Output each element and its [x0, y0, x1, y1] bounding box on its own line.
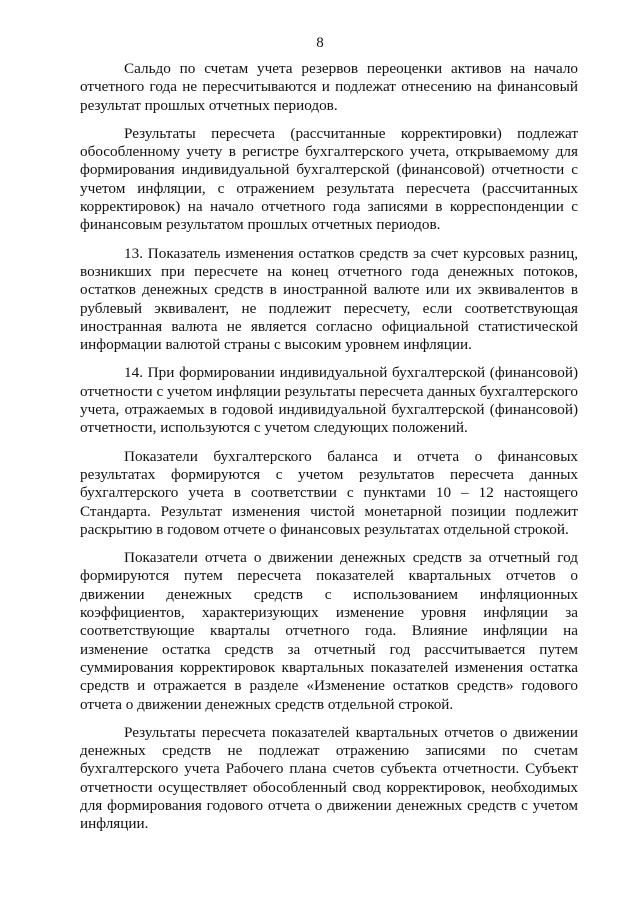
paragraph-recalculation-results: Результаты пересчета (рассчитанные корректировки) подлежат обособленному учету в регистре бухгалтерского учета, открываемому для формирования индивидуальной бухгалтерской (финансовой) отчетности с учетом инфляции, с отражением результата пересчета (рассчитанных корректировок) на начало отчетного года записями в корреспонденции с финансовым результатом прошлых отчетных периодов. [80, 124, 578, 234]
paragraph-revaluation-reserves: Сальдо по счетам учета резервов переоценки активов на начало отчетного года не пересчитываются и подлежат отнесению на финансовый результат прошлых отчетных периодов. [80, 60, 578, 114]
paragraph-quarterly-results: Результаты пересчета показателей квартальных отчетов о движении денежных средств не подлежат отражению записями по счетам бухгалтерского учета Рабочего плана счетов субъекта отчетности. Субъект отчетности осуществляет обособленный свод корректировок, необходимых для формирования годового отчета о движении денежных средств с учетом инфляции. [80, 723, 578, 833]
paragraph-cash-flow-indicators: Показатели отчета о движении денежных средств за отчетный год формируются путем пересчета показателей квартальных отчетов о движении денежных средств с использованием инфляционных коэффициентов, характеризующих изменение уровня инфляции за соответствующие кварталы отчетного года. Влияние инфляции на изменение остатка средств за отчетный год рассчитывается путем суммирования корректировок квартальных показателей изменения остатка средств и отражается в разделе «Изменение остатков средств» годового отчета о движении денежных средств отдельной строкой. [80, 549, 578, 713]
page-body [80, 60, 578, 844]
page-number: 8 [316, 35, 324, 51]
paragraph-item-13: 13. Показатель изменения остатков средств за счет курсовых разниц, возникших при пересчете на конец отчетного года денежных потоков, остатков денежных средств в иностранной валюте или их эквивалентов в рублевый эквивалент, не подлежит пересчету, если соответствующая иностранная валюта не является согласно официальной статистической информации валютой страны с высоким уровнем инфляции. [80, 244, 578, 354]
paragraph-balance-indicators: Показатели бухгалтерского баланса и отчета о финансовых результатах формируются с учетом результатов пересчета данных бухгалтерского учета в соответствии с пунктами 10 – 12 настоящего Стандарта. Результат изменения чистой монетарной позиции подлежит раскрытию в годовом отчете о финансовых результатах отдельной строкой. [80, 447, 578, 538]
paragraph-item-14: 14. При формировании индивидуальной бухгалтерской (финансовой) отчетности с учетом инфляции результаты пересчета данных бухгалтерского учета, отражаемых в годовой индивидуальной бухгалтерской (финансовой) отчетности, используются с учетом следующих положений. [80, 364, 578, 437]
